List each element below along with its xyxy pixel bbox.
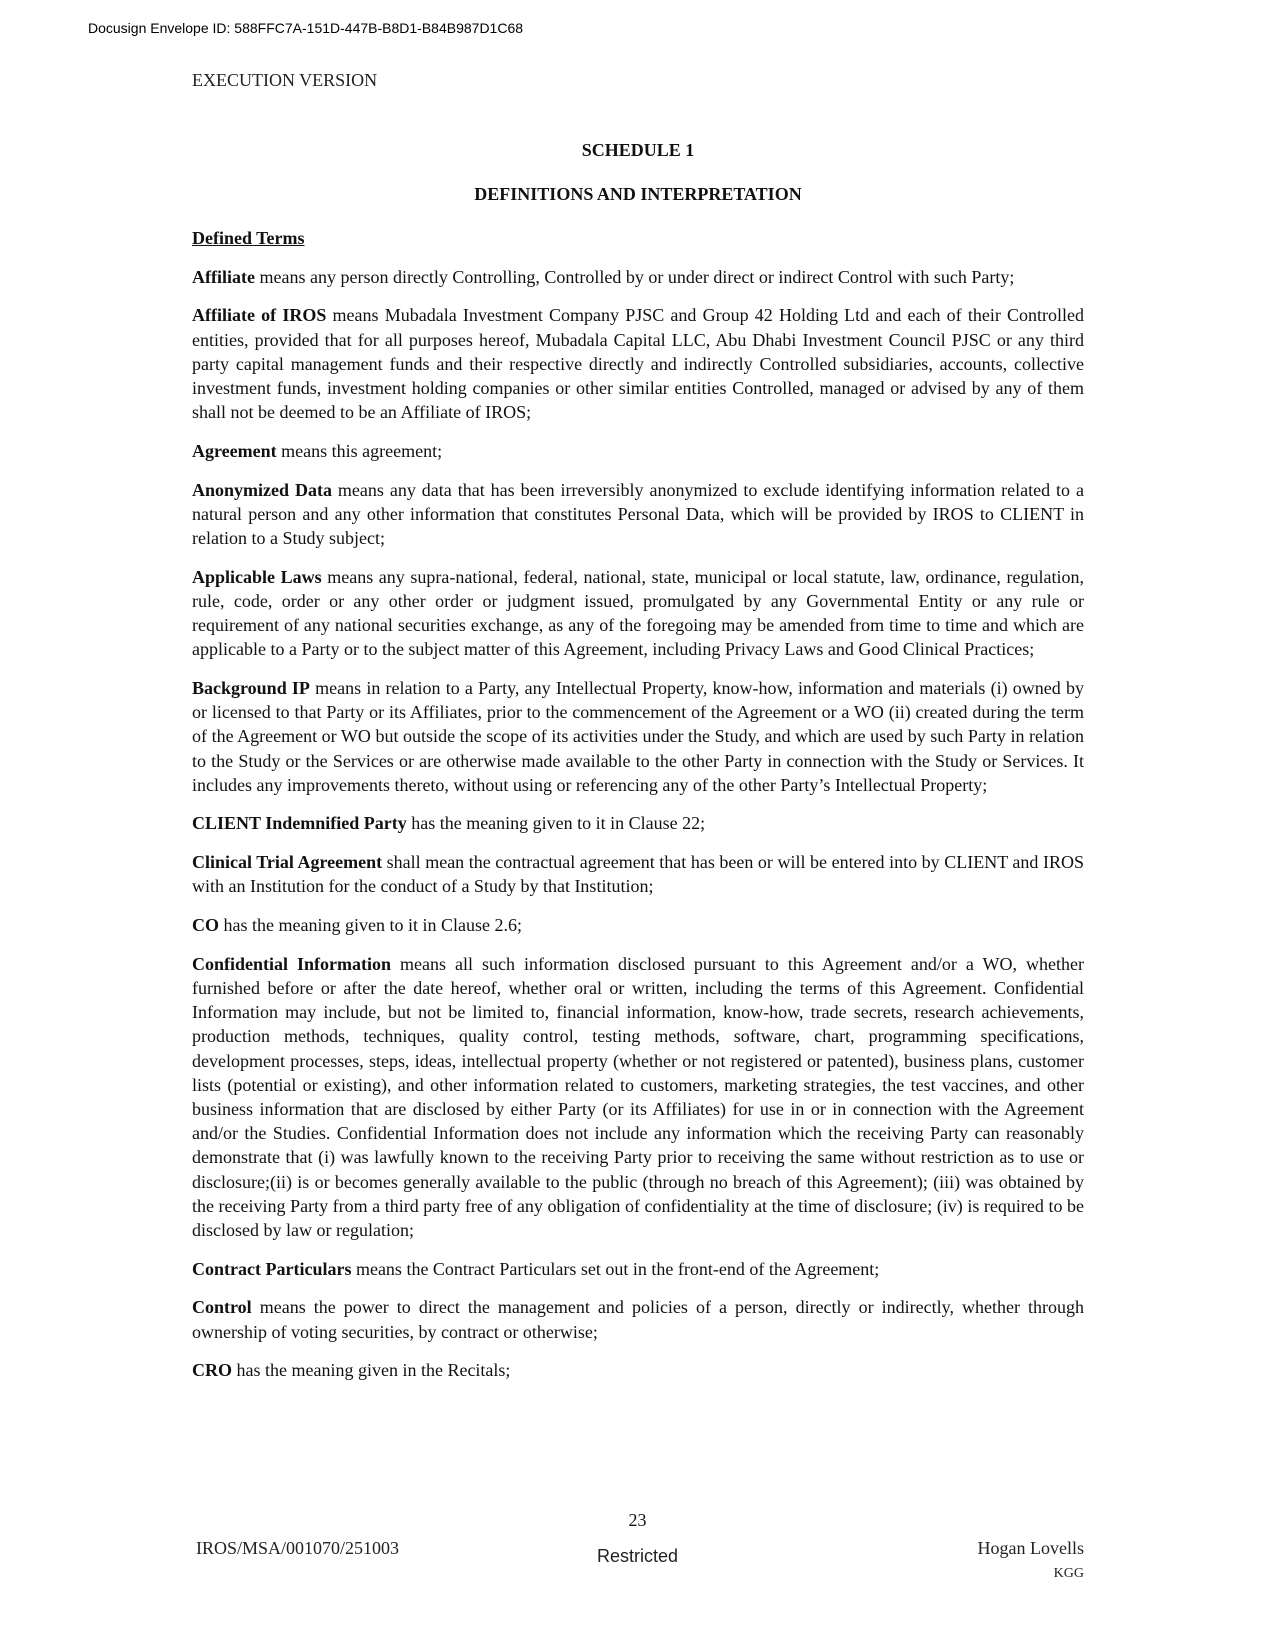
definition-text: means any supra-national, federal, national, state, municipal or local statute, law, ordinance, regulation, rule, code, order or any other order or judgment issued, promulgated by any Governmental Entity or any rule or requirement of any national securities exchange, as any of the foregoing may be amended from time to time and which are applicable to a Party or to the subject matter of this Agreement, including Privacy Laws and Good Clinical Practices;	[192, 566, 1084, 660]
definition-paragraph	[192, 565, 1084, 662]
definition-paragraph	[192, 1295, 1084, 1343]
definition-paragraph	[192, 1257, 1084, 1281]
definition-text: means the power to direct the management and policies of a person, directly or indirectly, whether through ownership of voting securities, by contract or otherwise;	[192, 1297, 1084, 1342]
definition-text: means this agreement;	[276, 440, 443, 461]
definition-term: Contract Particulars	[192, 1258, 352, 1279]
definition-text: means all such information disclosed pursuant to this Agreement and/or a WO, whether furnished before or after the date hereof, whether oral or written, including the terms of this Agreement. Confidential Information may include, but not be limited to, financial information, know-how, trade secrets, research achievements, production methods, techniques, quality control, testing methods, software, chart, programming specifications, development processes, steps, ideas, intellectual property (whether or not registered or patented), business plans, customer lists (potential or existing), and other information related to customers, marketing strategies, the test vaccines, and other business information that are disclosed by either Party (or its Affiliates) for use in or in connection with the Agreement and/or the Studies. Confidential Information does not include any information which the receiving Party can reasonably demonstrate that (i) was lawfully known to the receiving Party prior to receiving the same without restriction as to use or disclosure;(ii) is or becomes generally available to the public (through no breach of this Agreement); (iii) was obtained by the receiving Party from a third party free of any obligation of confidentiality at the time of disclosure; (iv) is required to be disclosed by law or regulation;	[192, 953, 1084, 1241]
definition-term: CRO	[192, 1360, 232, 1381]
definition-term: Affiliate of IROS	[192, 305, 327, 326]
definition-text: has the meaning given in the Recitals;	[232, 1360, 511, 1381]
defined-terms-heading: Defined Terms	[192, 228, 305, 249]
definition-text: means any data that has been irreversibly anonymized to exclude identifying information related to a natural person and any other information that constitutes Personal Data, which will be provided by IROS to CLIENT in relation to a Study subject;	[192, 479, 1084, 548]
definition-text: has the meaning given to it in Clause 2.6;	[219, 915, 522, 936]
definition-term: Affiliate	[192, 266, 255, 287]
definition-text: means any person directly Controlling, Controlled by or under direct or indirect Control with such Party;	[254, 266, 1015, 287]
document-reference: IROS/MSA/001070/251003	[196, 1538, 400, 1558]
definition-paragraph	[192, 676, 1084, 797]
definition-term: CLIENT Indemnified Party	[192, 813, 407, 834]
definition-text: means Mubadala Investment Company PJSC and Group 42 Holding Ltd and each of their Controlled entities, provided that for all purposes hereof, Mubadala Capital LLC, Abu Dhabi Investment Council PJSC or any third party capital management funds and their respective directly and indirectly Controlled subsidiaries, accounts, collective investment funds, investment holding companies or other similar entities Controlled, managed or advised by any of them shall not be deemed to be an Affiliate of IROS;	[192, 305, 1085, 423]
definition-paragraph	[192, 811, 1084, 835]
definition-term: Background IP	[192, 677, 310, 698]
definition-term: Agreement	[192, 440, 277, 461]
definition-paragraph	[192, 952, 1084, 1242]
definition-term: Confidential Information	[192, 953, 392, 974]
schedule-content	[192, 138, 1084, 1397]
definition-term: Anonymized Data	[192, 479, 332, 500]
definition-text: shall mean the contractual agreement that has been or will be entered into by CLIENT and IROS with an Institution for the conduct of a Study by that Institution;	[192, 852, 1084, 897]
classification-label: Restricted	[596, 1546, 679, 1566]
definition-paragraph	[192, 913, 1084, 937]
definition-paragraph	[192, 478, 1084, 551]
definition-term: Clinical Trial Agreement	[192, 852, 383, 873]
initials: KGG	[1053, 1566, 1084, 1581]
definition-term: Applicable Laws	[192, 566, 322, 587]
section-title: DEFINITIONS AND INTERPRETATION	[474, 184, 802, 205]
page-number: 23	[628, 1510, 647, 1530]
definition-term: Control	[192, 1297, 252, 1318]
definition-text: has the meaning given to it in Clause 22;	[406, 813, 706, 834]
definition-text: means in relation to a Party, any Intellectual Property, know-how, information and materials (i) owned by or licensed to that Party or its Affiliates, prior to the commencement of the Agreement or a WO (ii) created during the term of the Agreement or WO but outside the scope of its activities under the Study, and which are used by such Party in relation to the Study or the Services or are otherwise made available to the other Party in connection with the Study or Services. It includes any improvements thereto, without using or referencing any of the other Party’s Intellectual Property;	[192, 677, 1085, 795]
docusign-envelope-id: Docusign Envelope ID: 588FFC7A-151D-447B-B8D1-B84B987D1C68	[88, 20, 524, 36]
definition-paragraph	[192, 439, 1084, 463]
schedule-title: SCHEDULE 1	[581, 140, 695, 160]
version-label: EXECUTION VERSION	[192, 70, 378, 90]
definition-paragraph	[192, 265, 1084, 289]
definition-text: means the Contract Particulars set out in the front-end of the Agreement;	[351, 1258, 880, 1279]
law-firm-name: Hogan Lovells	[977, 1538, 1084, 1558]
definition-paragraph	[192, 850, 1084, 898]
definition-term: CO	[192, 915, 219, 936]
definition-paragraph	[192, 303, 1084, 424]
definition-paragraph	[192, 1358, 1084, 1382]
